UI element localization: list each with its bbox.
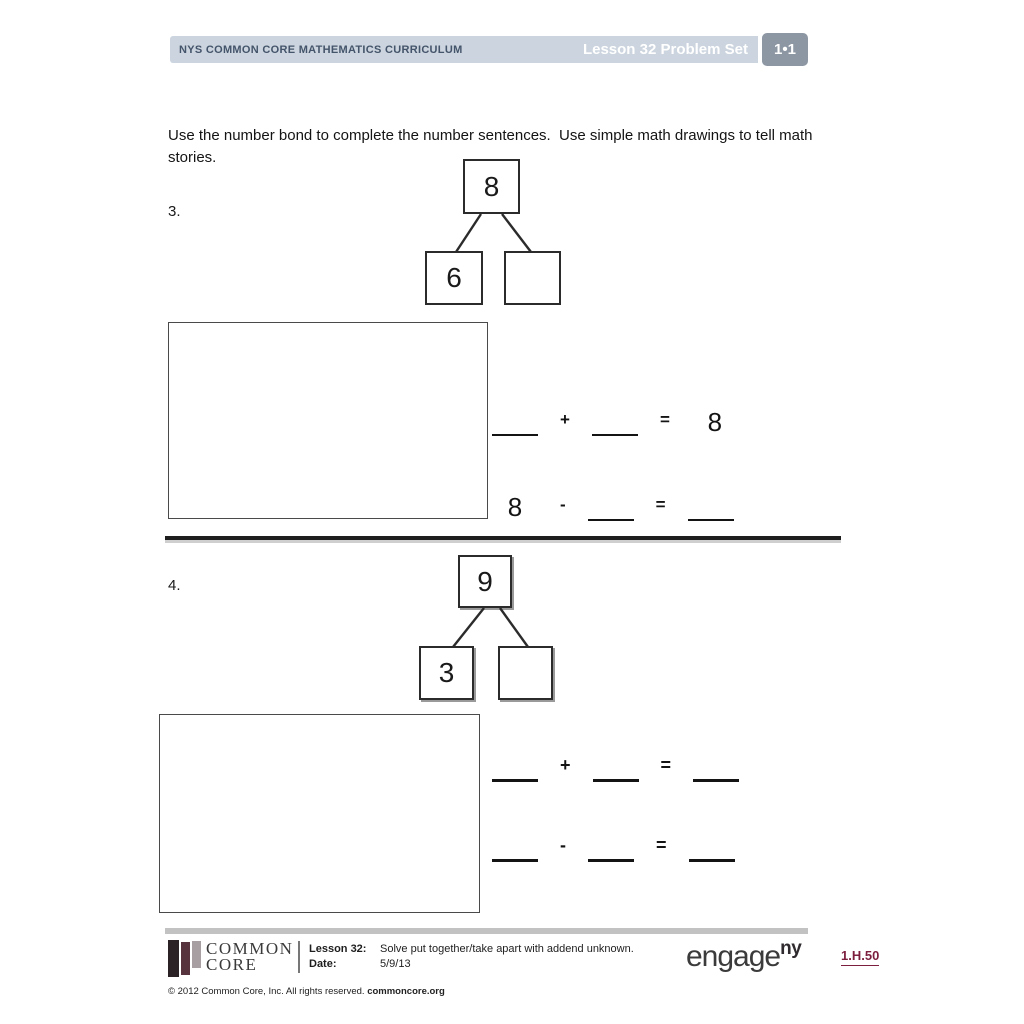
- plus-sign: +: [560, 410, 570, 429]
- page-title: Lesson 32 Problem Set: [582, 41, 748, 58]
- addend-blank-2[interactable]: [593, 752, 639, 782]
- drawing-box[interactable]: [168, 322, 488, 519]
- addend-blank-2[interactable]: [592, 406, 638, 436]
- engage-wordmark: engage: [686, 940, 781, 973]
- common-core-logo-icon: [168, 940, 202, 978]
- common-core-line2: CORE: [206, 955, 258, 974]
- equals-sign: =: [659, 410, 670, 429]
- difference-blank[interactable]: [688, 491, 734, 521]
- minuend-blank[interactable]: [492, 832, 538, 862]
- problem-3-label: 3.: [168, 203, 181, 220]
- bond-part-right-box[interactable]: [504, 251, 561, 305]
- number-sentence-addition: [492, 402, 738, 436]
- bond-whole-box: 8: [463, 159, 520, 214]
- minuend-value: 8: [507, 492, 523, 522]
- minus-sign: -: [560, 495, 566, 514]
- lesson-description: Solve put together/take apart with addend unknown.: [380, 943, 634, 955]
- bond-part-right-box[interactable]: [498, 646, 553, 700]
- sum-value: 8: [707, 407, 723, 437]
- equals-sign: =: [655, 495, 666, 514]
- equals-sign: =: [660, 755, 672, 775]
- bond-part-left-box: 3: [419, 646, 474, 700]
- commoncore-url: commoncore.org: [367, 986, 445, 997]
- curriculum-label: NYS COMMON CORE MATHEMATICS CURRICULUM: [179, 43, 463, 56]
- common-core-wordmark: [206, 941, 293, 973]
- plus-sign: +: [560, 755, 571, 775]
- lesson-label: Lesson 32:: [309, 943, 367, 955]
- number-sentence-addition: [492, 748, 739, 782]
- copyright-text: © 2012 Common Core, Inc. All rights reserved.: [168, 986, 365, 997]
- equals-sign: =: [656, 835, 667, 855]
- sum-blank[interactable]: [693, 752, 739, 782]
- difference-blank[interactable]: [689, 832, 735, 862]
- drawing-box[interactable]: [159, 714, 480, 913]
- bond-connector-lines: [440, 210, 550, 256]
- bond-part-left-box: 6: [425, 251, 483, 305]
- module-badge: 1•1: [762, 33, 808, 66]
- page-reference: 1.H.50: [841, 948, 879, 966]
- instructions-text: Use the number bond to complete the number sentences. Use simple math drawings to tell math stories.: [168, 127, 817, 166]
- bond-connector-lines: [440, 604, 540, 650]
- addend-blank-1[interactable]: [492, 752, 538, 782]
- footer-divider: [298, 941, 300, 973]
- minus-sign: -: [560, 835, 566, 855]
- engageny-logo: [686, 938, 801, 974]
- engage-ny-superscript: ny: [780, 938, 802, 959]
- section-divider: [165, 536, 841, 540]
- addend-blank-1[interactable]: [492, 406, 538, 436]
- header-bar: [170, 36, 758, 63]
- number-sentence-subtraction: [492, 828, 735, 862]
- subtrahend-blank[interactable]: [588, 832, 634, 862]
- common-core-line1: COMMON: [206, 939, 294, 958]
- date-label: Date:: [309, 958, 337, 970]
- copyright-line: [168, 986, 445, 997]
- footer-rule: [165, 928, 808, 934]
- number-sentence-subtraction: [492, 487, 734, 521]
- problem-4-label: 4.: [168, 577, 181, 594]
- date-value: 5/9/13: [380, 958, 411, 970]
- bond-whole-box: 9: [458, 555, 512, 608]
- subtrahend-blank[interactable]: [588, 491, 634, 521]
